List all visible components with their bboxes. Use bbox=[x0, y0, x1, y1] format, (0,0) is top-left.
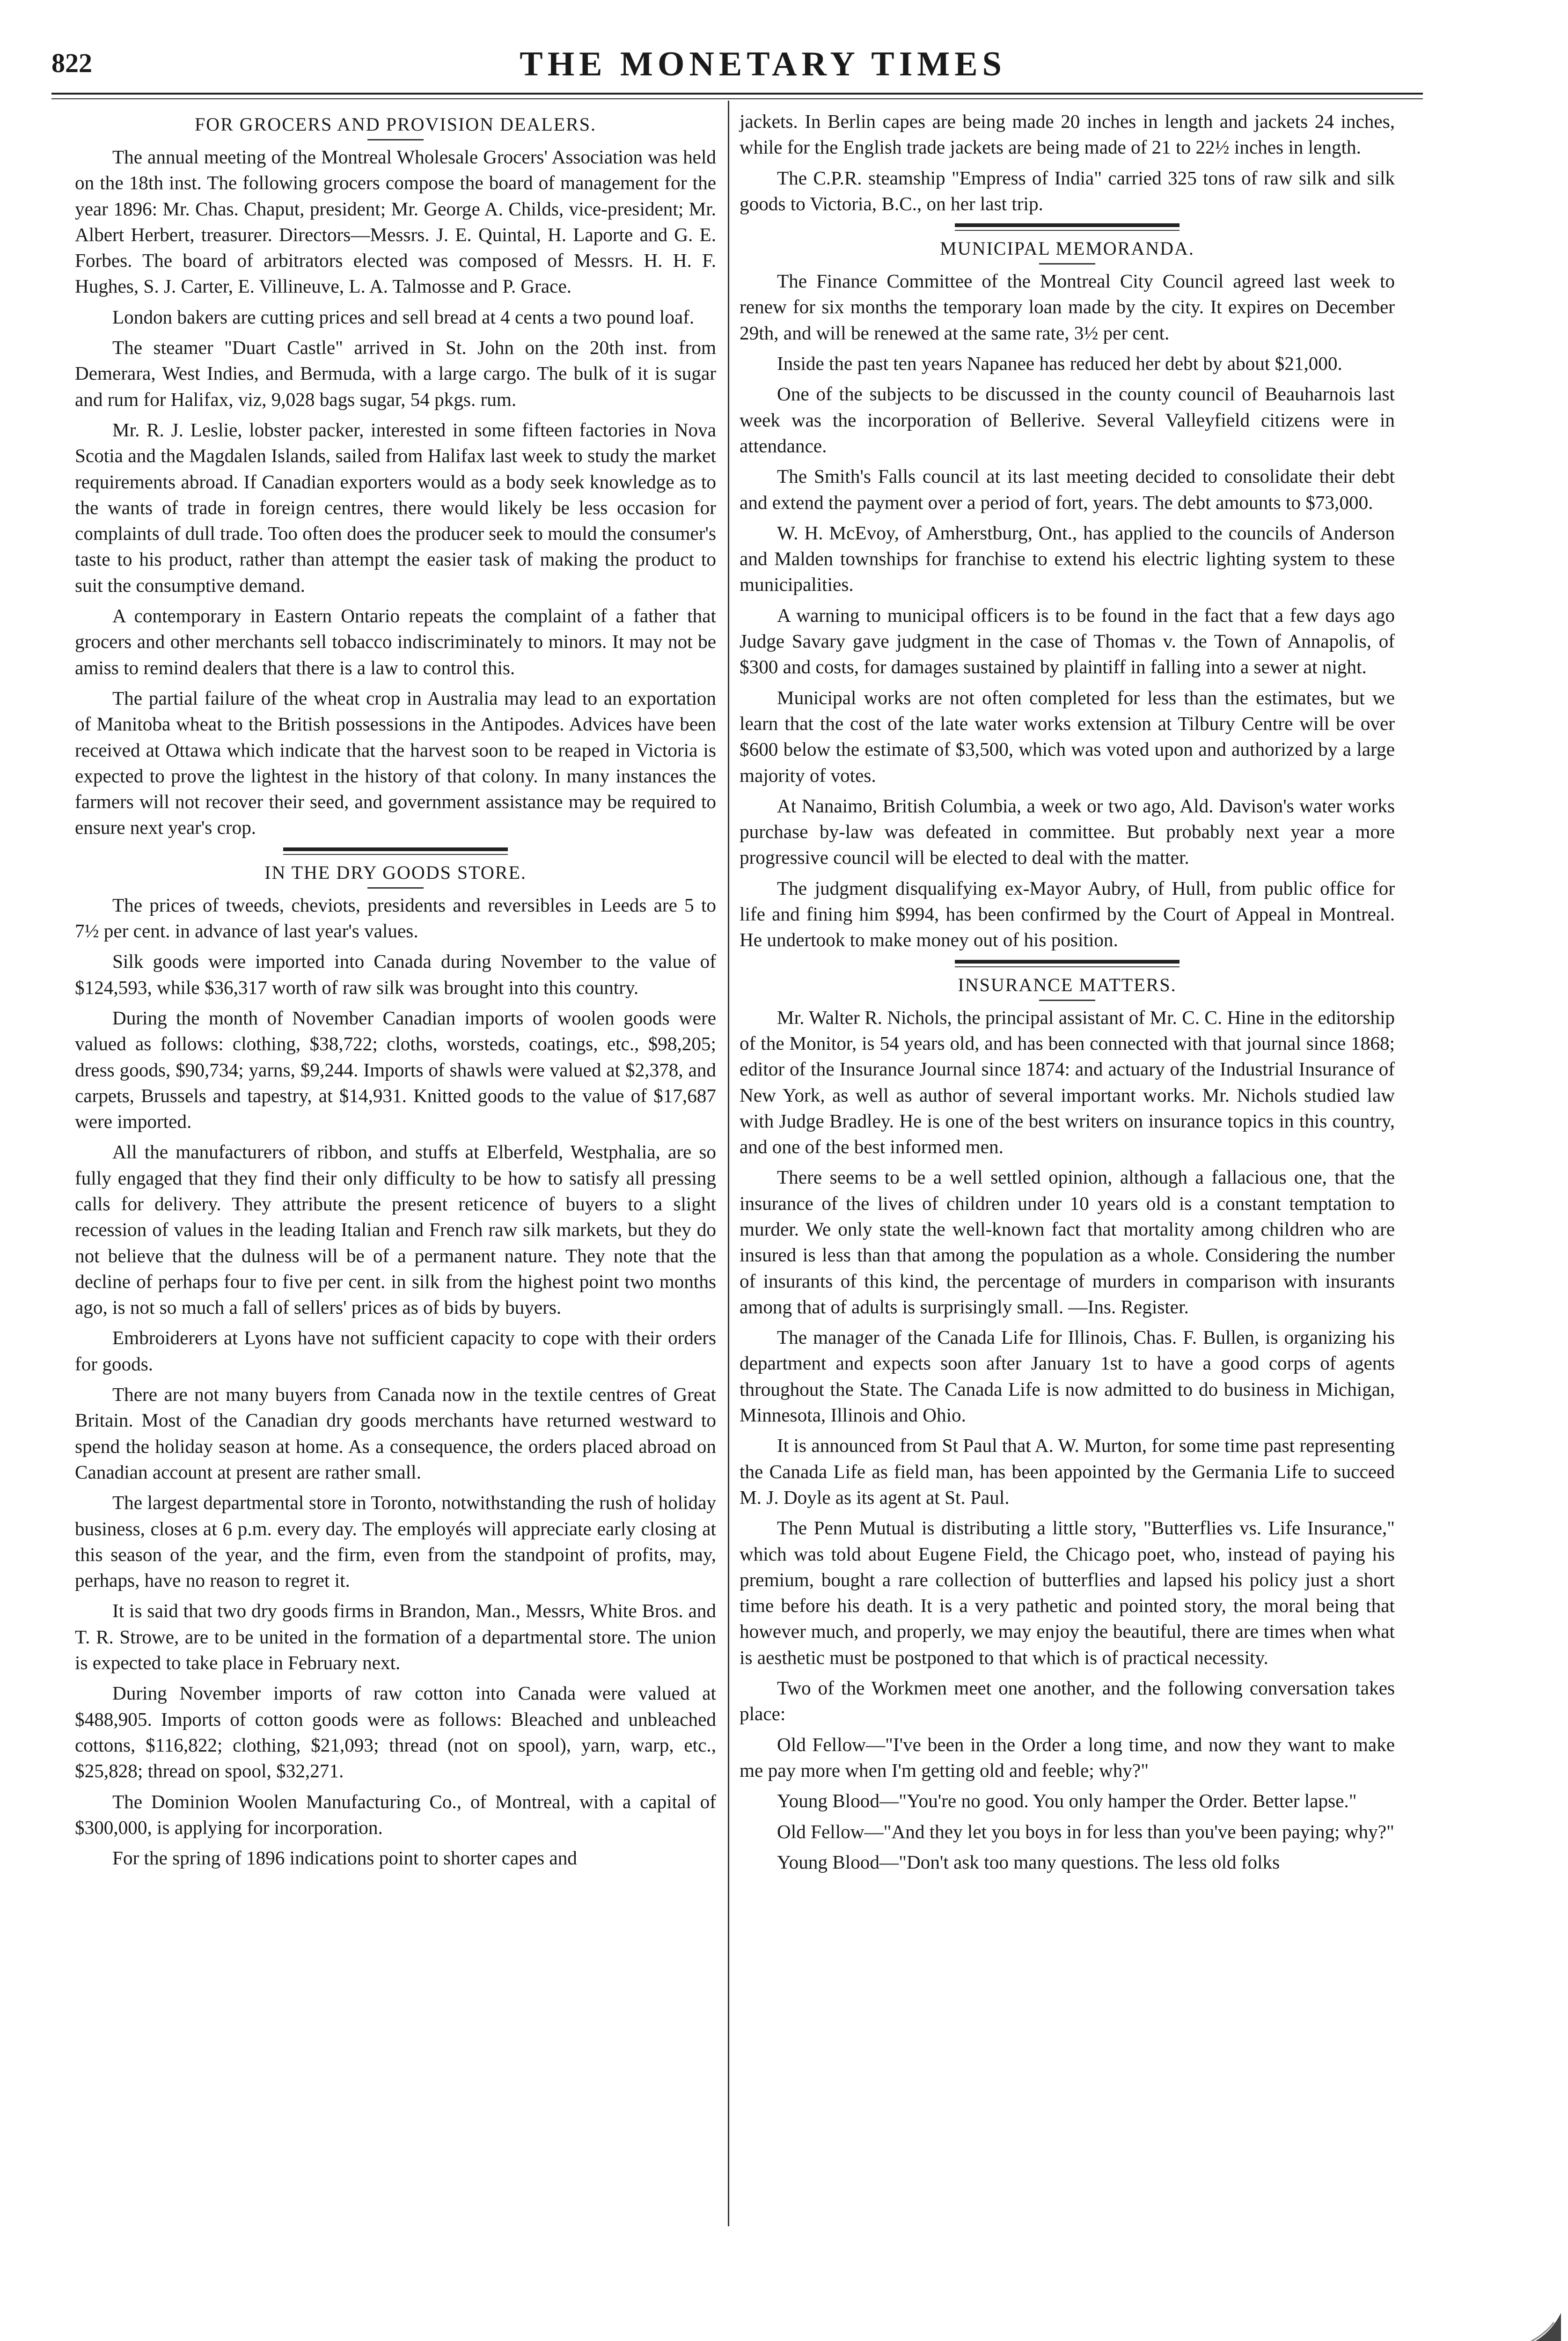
heading-dash bbox=[1039, 1000, 1095, 1001]
article-paragraph: For the spring of 1896 indications point to shorter capes and bbox=[112, 1847, 577, 1869]
article-paragraph: The annual meeting of the Montreal Wholesale Grocers' Association was held on the 18th inst. The following grocers compose the board of management for the year 1896: Mr. Chas. Chaput, president; Mr. George A. Childs, vice-president; Mr. Albert Herbert, treasurer. Directors—Messrs. J. E. Quintal, H. Laporte and G. E. Forbes. The board of arbitrators elected was composed of Messrs. H. H. F. Hughes, S. J. Carter, E. Villineuve, L. A. Talmosse and P. Grace. bbox=[75, 146, 716, 297]
section-rule-thick bbox=[955, 960, 1180, 964]
heading-dash bbox=[367, 887, 424, 889]
section-rule-thick bbox=[283, 847, 508, 851]
column-divider bbox=[728, 101, 729, 2226]
header-rule bbox=[51, 93, 1423, 95]
article-paragraph: Young Blood—"You're no good. You only hamper the Order. Better lapse." bbox=[777, 1790, 1357, 1812]
section-rule-thick bbox=[955, 223, 1180, 227]
article-paragraph: The Penn Mutual is distributing a little story, "Butterflies vs. Life Insurance," which was told about Eugene Field, the Chicago poet, who, instead of paying his premium, bought a rare collection of butterflies and lapsed his policy just a short time before his death. It is a very pathetic and pointed story, the moral being that however much, and properly, we may enjoy the beautiful, there are times when what is aesthetic must be postponed to that which is of practical necessity. bbox=[740, 1517, 1395, 1668]
article-paragraph: A contemporary in Eastern Ontario repeats the complaint of a father that grocers and other merchants sell tobacco indiscriminately to minors. It may not be amiss to remind dealers that there is a law to control this. bbox=[75, 605, 716, 678]
section-rule-thin bbox=[283, 854, 508, 855]
article-paragraph: The partial failure of the wheat crop in Australia may lead to an exportation of Manitoba wheat to the British possessions in the Antipodes. Advices have been received at Ottawa which indicate that the harvest soon to be reaped in Victoria is expected to prove the lightest in the history of that colony. In many instances the farmers will not recover their seed, and government assistance may be required to ensure next year's crop. bbox=[75, 687, 716, 839]
article-paragraph: The manager of the Canada Life for Illinois, Chas. F. Bullen, is organizing his department and expects soon after January 1st to have a good corps of agents throughout the State. The Canada Life is now admitted to do business in Michigan, Minnesota, Illinois and Ohio. bbox=[740, 1326, 1395, 1426]
article-paragraph: The steamer "Duart Castle" arrived in St. John on the 20th inst. from Demerara, West Indies, and Bermuda, with a large cargo. The bulk of it is sugar and rum for Halifax, viz, 9,028 bags sugar, 54 pkgs. rum. bbox=[75, 337, 716, 410]
page-curl-mark bbox=[1502, 2294, 1563, 2341]
heading-dash bbox=[367, 139, 424, 140]
article-paragraph: London bakers are cutting prices and sell bread at 4 cents a two pound loaf. bbox=[112, 306, 695, 328]
section-rule-thin bbox=[955, 230, 1180, 231]
section-heading-grocers: FOR GROCERS AND PROVISION DEALERS. bbox=[194, 114, 597, 135]
right-column bbox=[740, 109, 1395, 1880]
article-paragraph: There are not many buyers from Canada now in the textile centres of Great Britain. Most of the Canadian dry goods merchants have returned westward to spend the holiday season at home. As a consequence, the orders placed abroad on Canadian account at present are rather small. bbox=[75, 1384, 716, 1483]
section-rule-thin bbox=[955, 966, 1180, 967]
article-paragraph: It is said that two dry goods firms in Brandon, Man., Messrs, White Bros. and T. R. Strowe, are to be united in the formation of a departmental store. The union is expected to take place in February next. bbox=[75, 1600, 716, 1674]
article-paragraph: Old Fellow—"I've been in the Order a long time, and now they want to make me pay more when I'm getting old and feeble; why?" bbox=[740, 1733, 1395, 1781]
article-paragraph: There seems to be a well settled opinion, although a fallacious one, that the insurance of the lives of children under 10 years old is a constant temptation to murder. We only state the well-known fact that mortality among children who are insured is less than that among the population as a whole. Considering the number of insurants of this kind, the percentage of murders in comparison with insurants among that of adults is surprisingly small. —Ins. Register. bbox=[740, 1166, 1395, 1318]
article-paragraph: It is announced from St Paul that A. W. Murton, for some time past representing the Canada Life as field man, has been appointed by the Germania Life to succeed M. J. Doyle as its agent at St. Paul. bbox=[740, 1435, 1395, 1508]
article-paragraph: Old Fellow—"And they let you boys in for less than you've been paying; why?" bbox=[777, 1820, 1394, 1842]
article-paragraph: The largest departmental store in Toronto, notwithstanding the rush of holiday business, closes at 6 p.m. every day. The employés will appreciate early closing at this season of the year, and the firm, even from the standpoint of profits, may, perhaps, have no reason to regret it. bbox=[75, 1492, 716, 1591]
article-paragraph: The prices of tweeds, cheviots, presidents and reversibles in Leeds are 5 to 7½ per cent. in advance of last year's values. bbox=[75, 894, 716, 942]
article-paragraph: The Dominion Woolen Manufacturing Co., of Montreal, with a capital of $300,000, is applying for incorporation. bbox=[75, 1790, 716, 1838]
page-number: 822 bbox=[51, 48, 92, 78]
article-paragraph: Mr. Walter R. Nichols, the principal assistant of Mr. C. C. Hine in the editorship of the Monitor, is 54 years old, and has been connected with that journal since 1868; editor of the Insurance Journal since 1874: and actuary of the Industrial Insurance of New York, as well as author of several important works. Mr. Nichols studied law with Judge Bradley. He is one of the best writers on insurance topics in this country, and one of the best informed men. bbox=[740, 1006, 1395, 1158]
heading-dash bbox=[1039, 263, 1095, 265]
article-paragraph: The C.P.R. steamship "Empress of India" carried 325 tons of raw silk and silk goods to Victoria, B.C., on her last trip. bbox=[740, 167, 1395, 214]
left-column bbox=[75, 109, 716, 1876]
continuation-paragraph: jackets. In Berlin capes are being made 20 inches in length and jackets 24 inches, while for the English trade jackets are being made of 21 to 22½ inches in length. bbox=[740, 110, 1395, 158]
article-paragraph: All the manufacturers of ribbon, and stuffs at Elberfeld, Westphalia, are so fully engaged that they find their only difficulty to be how to satisfy all pressing calls for delivery. They attribute the present reticence of buyers to a slight recession of values in the leading Italian and French raw silk markets, but they do not believe that the dulness will be of a permanent nature. They note that the decline of perhaps four to five per cent. in silk from the highest point two months ago, is not so much a fall of sellers' prices as of bids by buyers. bbox=[75, 1141, 716, 1318]
article-paragraph: A warning to municipal officers is to be found in the fact that a few days ago Judge Savary gave judgment in the case of Thomas v. the Town of Annapolis, of $300 and costs, for damages sustained by plaintiff in falling into a sewer at night. bbox=[740, 604, 1395, 678]
article-paragraph: The judgment disqualifying ex-Mayor Aubry, of Hull, from public office for life and fining him $994, has been confirmed by the Court of Appeal in Montreal. He undertook to make money out of his position. bbox=[740, 877, 1395, 951]
article-paragraph: Mr. R. J. Leslie, lobster packer, interested in some fifteen factories in Nova Scotia and the Magdalen Islands, sailed from Halifax last week to study the market requirements abroad. If Canadian exporters would as a body seek knowledge as to the wants of trade in foreign centres, there would likely be less occasion for complaints of dull trade. Too often does the producer seek to mould the consumer's taste to his product, rather than attempt the easier task of making the product to suit the consumptive demand. bbox=[75, 419, 716, 596]
article-paragraph: The Smith's Falls council at its last meeting decided to consolidate their debt and extend the payment over a period of fort, years. The debt amounts to $73,000. bbox=[740, 465, 1395, 513]
section-heading-insurance: INSURANCE MATTERS. bbox=[958, 974, 1177, 995]
article-paragraph: Embroiderers at Lyons have not sufficient capacity to cope with their orders for goods. bbox=[75, 1327, 716, 1375]
article-paragraph: Two of the Workmen meet one another, and the following conversation takes place: bbox=[740, 1677, 1395, 1725]
journal-title: THE MONETARY TIMES bbox=[520, 45, 1006, 83]
article-paragraph: Municipal works are not often completed for less than the estimates, but we learn that the cost of the late water works extension at Tilbury Centre will be over $600 below the estimate of $3,500, which was voted upon and authorized by a large majority of votes. bbox=[740, 686, 1395, 786]
article-paragraph: During November imports of raw cotton into Canada were valued at $488,905. Imports of cotton goods were as follows: Bleached and unbleached cottons, $116,822; clothing, $21,093; thread (not on spool), yarn, warp, etc., $25,828; thread on spool, $32,271. bbox=[75, 1682, 716, 1782]
article-paragraph: The Finance Committee of the Montreal City Council agreed last week to renew for six months the temporary loan made by the city. It expires on December 29th, and will be renewed at the same rate, 3½ per cent. bbox=[740, 270, 1395, 344]
article-paragraph: Young Blood—"Don't ask too many questions. The less old folks bbox=[777, 1851, 1280, 1873]
article-paragraph: Inside the past ten years Napanee has reduced her debt by about $21,000. bbox=[777, 353, 1342, 375]
article-paragraph: One of the subjects to be discussed in the county council of Beauharnois last week was the incorporation of Bellerive. Several Valleyfield citizens were in attendance. bbox=[740, 383, 1395, 456]
article-paragraph: Silk goods were imported into Canada during November to the value of $124,593, while $36,317 worth of raw silk was brought into this country. bbox=[75, 950, 716, 998]
section-heading-municipal: MUNICIPAL MEMORANDA. bbox=[940, 238, 1194, 259]
section-heading-dry-goods: IN THE DRY GOODS STORE. bbox=[264, 861, 527, 883]
article-paragraph: W. H. McEvoy, of Amherstburg, Ont., has applied to the councils of Anderson and Malden townships for franchise to extend his electric lighting system to these municipalities. bbox=[740, 522, 1395, 596]
header-rule-thin bbox=[51, 98, 1423, 99]
article-paragraph: At Nanaimo, British Columbia, a week or two ago, Ald. Davison's water works purchase by-law was defeated in committee. But probably next year a more progressive council will be elected to deal with the matter. bbox=[740, 795, 1395, 869]
page-header bbox=[51, 44, 1474, 91]
article-paragraph: During the month of November Canadian imports of woolen goods were valued as follows: clothing, $38,722; cloths, worsteds, coatings, etc., $98,205; dress goods, $90,734; yarns, $9,244. Imports of shawls were valued at $2,378, and carpets, Brussels and tapestry, at $14,931. Knitted goods to the value of $17,687 were imported. bbox=[75, 1007, 716, 1133]
